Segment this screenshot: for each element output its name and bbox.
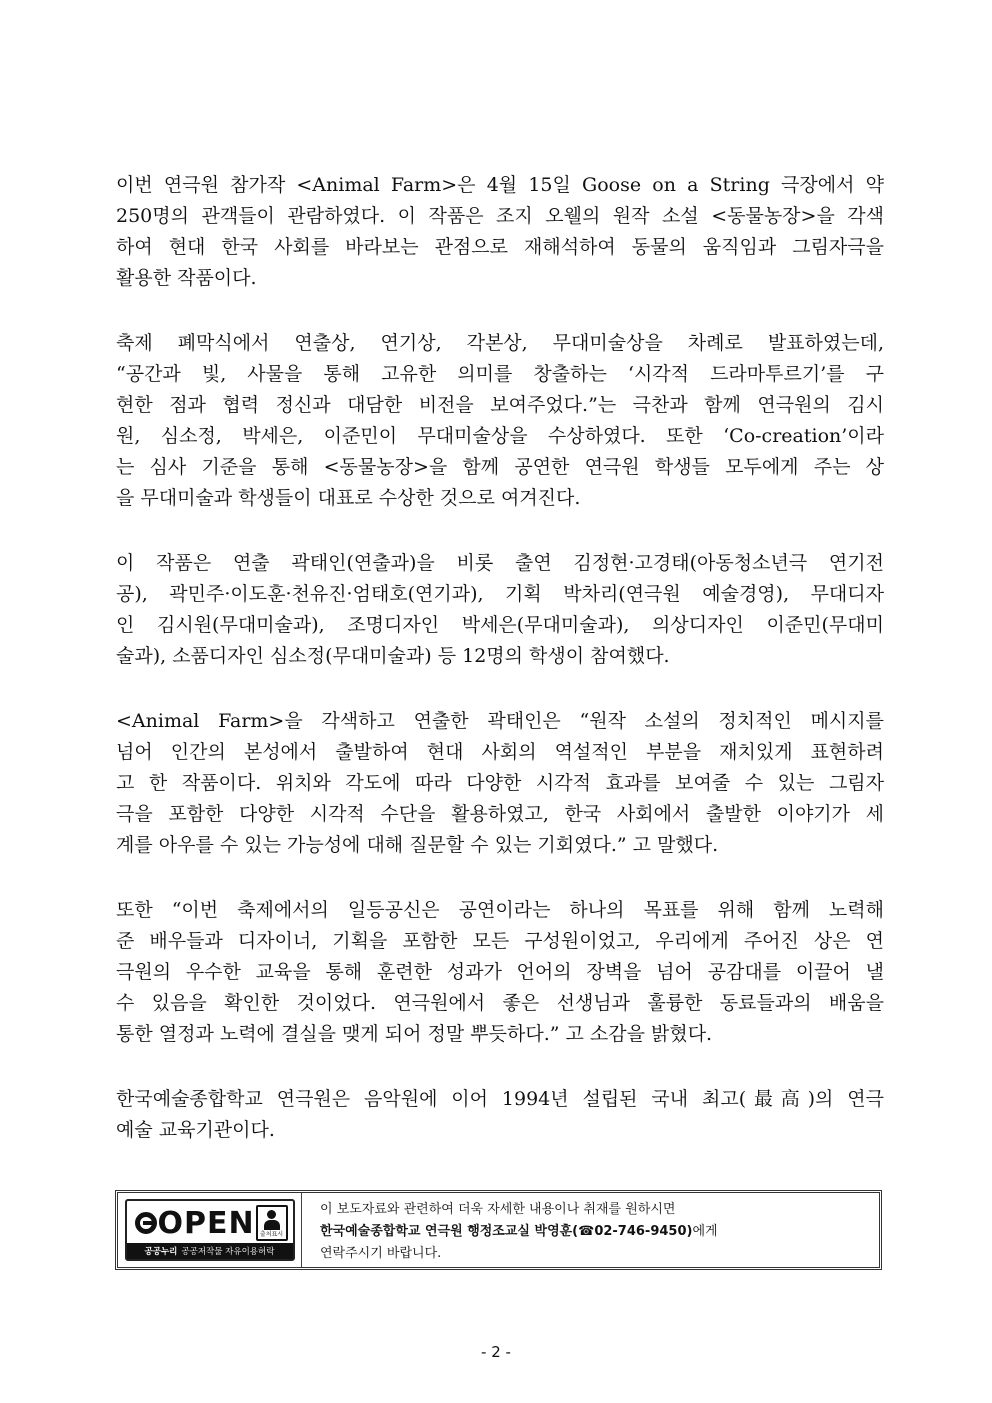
paragraph-credits [116, 548, 884, 672]
person-icon-head [267, 1210, 276, 1219]
text-line: 250명의 관객들이 관람하였다. 이 작품은 조지 오웰의 원작 소설 <동물농장>을 각색 [116, 205, 884, 227]
text-line: 활용한 작품이다. [116, 267, 257, 289]
text-line: 또한 “이번 축제에서의 일등공신은 공연이라는 하나의 목표를 위해 함께 노력해 [116, 899, 884, 921]
page-number: - 2 - [481, 1343, 511, 1361]
text-line: 공), 곽민주·이도훈·천유진·엄태호(연기과), 기획 박차리(연극원 예술경영), 무대디자 [116, 583, 884, 605]
kogl-open-license-badge [125, 1199, 295, 1261]
paragraph-director-remarks [116, 895, 884, 1050]
text-line: 술과), 소품디자인 심소정(무대미술과) 등 12명의 학생이 참여했다. [116, 645, 670, 667]
kogl-strip-title: 공공누리 [144, 1247, 178, 1257]
text-line: 수 있음을 확인한 것이었다. 연극원에서 좋은 선생님과 훌륭한 동료들과의 배움을 [116, 992, 884, 1014]
open-o-icon [135, 1212, 157, 1234]
text-line: 원, 심소정, 박세은, 이준민이 무대미술상을 수상하였다. 또한 ‘Co-creation’이라 [116, 425, 884, 447]
open-logo [135, 1206, 255, 1241]
text-line: 하여 현대 한국 사회를 바라보는 관점으로 재해석하여 동물의 움직임과 그림자극을 [116, 236, 884, 258]
paragraph-award [116, 328, 884, 514]
text-line: <Animal Farm>을 각색하고 연출한 곽태인은 “원작 소설의 정치적인 메시지를 [116, 710, 884, 732]
person-icon-body [264, 1220, 280, 1230]
contact-line-3: 연락주시기 바랍니다. [320, 1246, 442, 1261]
kogl-strip [127, 1243, 293, 1259]
badge-top [127, 1201, 293, 1245]
paragraph-performance-summary [116, 170, 884, 294]
text-line: 준 배우들과 디자이너, 기획을 포함한 모든 구성원이었고, 우리에게 주어진 상은 연 [116, 930, 884, 952]
text-line: 이 작품은 연출 곽태인(연출과)을 비롯 출연 김정현·고경태(아동청소년극 연기전 [116, 552, 884, 574]
text-line: 이번 연극원 참가작 <Animal Farm>은 4월 15일 Goose on a String 극장에서 약 [116, 174, 884, 196]
contact-line-2-tail: 에게 [692, 1224, 718, 1239]
text-line: 극을 포함한 다양한 시각적 수단을 활용하였고, 한국 사회에서 출발한 이야기가 세 [116, 803, 884, 825]
attribution-label: 출처표시 [259, 1231, 284, 1238]
text-line: 계를 아우를 수 있는 가능성에 대해 질문할 수 있는 기회였다.” 고 말했다. [116, 834, 719, 856]
contact-person: 한국예술종합학교 연극원 행정조교실 박영훈(☎02-746-9450) [320, 1224, 693, 1239]
contact-text [302, 1193, 879, 1267]
kogl-strip-text: 공공저작물 자유이용허락 [181, 1247, 275, 1257]
contact-notice-box [115, 1190, 882, 1270]
text-line: 는 심사 기준을 통해 <동물농장>을 함께 공연한 연극원 학생들 모두에게 주는 상 [116, 456, 884, 478]
contact-line-2 [320, 1221, 879, 1243]
contact-line-1: 이 보도자료와 관련하여 더욱 자세한 내용이나 취재를 원하시면 [320, 1202, 676, 1217]
text-line: 고 한 작품이다. 위치와 각도에 따라 다양한 시각적 효과를 보여줄 수 있는 그림자 [116, 772, 884, 794]
text-line: 극원의 우수한 교육을 통해 훈련한 성과가 언어의 장벽을 넘어 공감대를 이끌어 낼 [116, 961, 884, 983]
paragraph-school-info [116, 1084, 884, 1146]
open-label: OPEN [157, 1205, 255, 1241]
attribution-icon [256, 1205, 288, 1241]
text-line: 을 무대미술과 학생들이 대표로 수상한 것으로 여겨진다. [116, 487, 581, 509]
text-line: 현한 점과 협력 정신과 대담한 비전을 보여주었다.”는 극찬과 함께 연극원의 김시 [116, 394, 884, 416]
text-line: 인 김시원(무대미술과), 조명디자인 박세은(무대미술과), 의상디자인 이준민(무대미 [116, 614, 884, 636]
text-line: 예술 교육기관이다. [116, 1119, 275, 1141]
text-line: 축제 폐막식에서 연출상, 연기상, 각본상, 무대미술상을 차례로 발표하였는데, [116, 332, 884, 354]
text-line: “공간과 빛, 사물을 통해 고유한 의미를 창출하는 ‘시각적 드라마투르기’를 구 [116, 363, 884, 385]
kogl-badge-cell [118, 1193, 302, 1267]
text-line: 한국예술종합학교 연극원은 음악원에 이어 1994년 설립된 국내 최고(最高)의 연극 [116, 1088, 884, 1110]
press-release-body [116, 170, 884, 1180]
text-line: 넘어 인간의 본성에서 출발하여 현대 사회의 역설적인 부분을 재치있게 표현하려 [116, 741, 884, 763]
text-line: 통한 열정과 노력에 결실을 맺게 되어 정말 뿌듯하다.” 고 소감을 밝혔다. [116, 1023, 713, 1045]
paragraph-director-quote [116, 706, 884, 861]
